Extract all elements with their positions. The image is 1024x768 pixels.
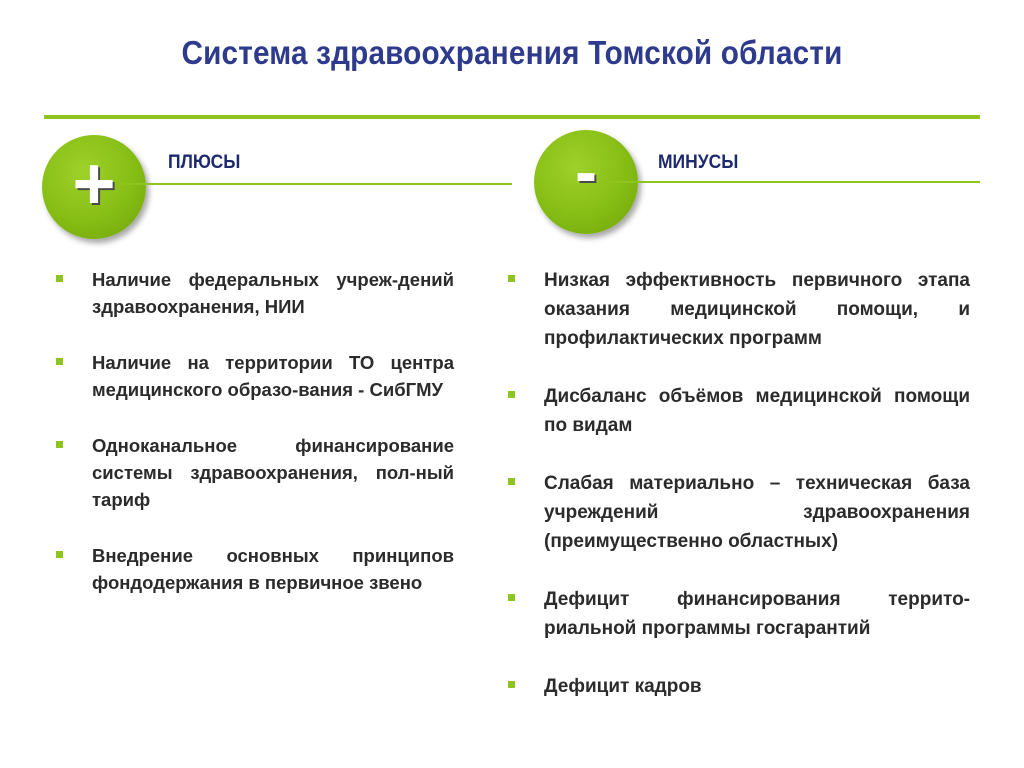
cons-item-text: Дисбаланс объёмов медицинской помощи по видам [544, 386, 970, 436]
list-item [56, 542, 454, 596]
square-bullet-icon [56, 358, 63, 365]
title-divider [44, 115, 980, 119]
square-bullet-icon [508, 478, 515, 485]
cons-item-text: Низкая эффективность первичного этапа оказания медицинской помощи, и профилактических программ [544, 270, 970, 349]
cons-header: МИНУСЫ [658, 152, 739, 173]
pros-list [56, 266, 454, 625]
plus-circle-icon [42, 135, 146, 239]
cons-item-text: Дефицит кадров [544, 676, 702, 697]
list-item [56, 349, 454, 403]
list-item [508, 672, 970, 701]
pros-item-text: Наличие федеральных учреж-дений здравоохранения, НИИ [92, 269, 454, 317]
page-title: Система здравоохранения Томской области [181, 34, 843, 71]
list-item [56, 266, 454, 320]
pros-header-rule [120, 183, 512, 185]
pros-item-text: Внедрение основных принципов фондодержания в первичное звено [92, 545, 454, 593]
list-item [508, 266, 970, 353]
square-bullet-icon [508, 391, 515, 398]
cons-header-rule [600, 181, 980, 183]
plus-sign: + [72, 142, 116, 225]
cons-list [508, 266, 970, 730]
square-bullet-icon [508, 275, 515, 282]
list-item [508, 585, 970, 643]
minus-sign: - [575, 134, 597, 208]
square-bullet-icon [56, 275, 63, 282]
list-item [508, 382, 970, 440]
square-bullet-icon [56, 441, 63, 448]
square-bullet-icon [508, 594, 515, 601]
cons-item-text: Слабая материально – техническая база учреждений здравоохранения (преимущественно областных) [544, 473, 970, 552]
pros-item-text: Наличие на территории ТО центра медицинского образо-вания - СибГМУ [92, 352, 454, 400]
pros-item-text: Одноканальное финансирование системы здравоохранения, пол-ный тариф [92, 435, 454, 510]
pros-header: ПЛЮСЫ [168, 152, 241, 173]
square-bullet-icon [56, 551, 63, 558]
cons-item-text: Дефицит финансирования террито-риальной программы госгарантий [544, 589, 970, 639]
square-bullet-icon [508, 681, 515, 688]
list-item [508, 469, 970, 556]
list-item [56, 432, 454, 513]
